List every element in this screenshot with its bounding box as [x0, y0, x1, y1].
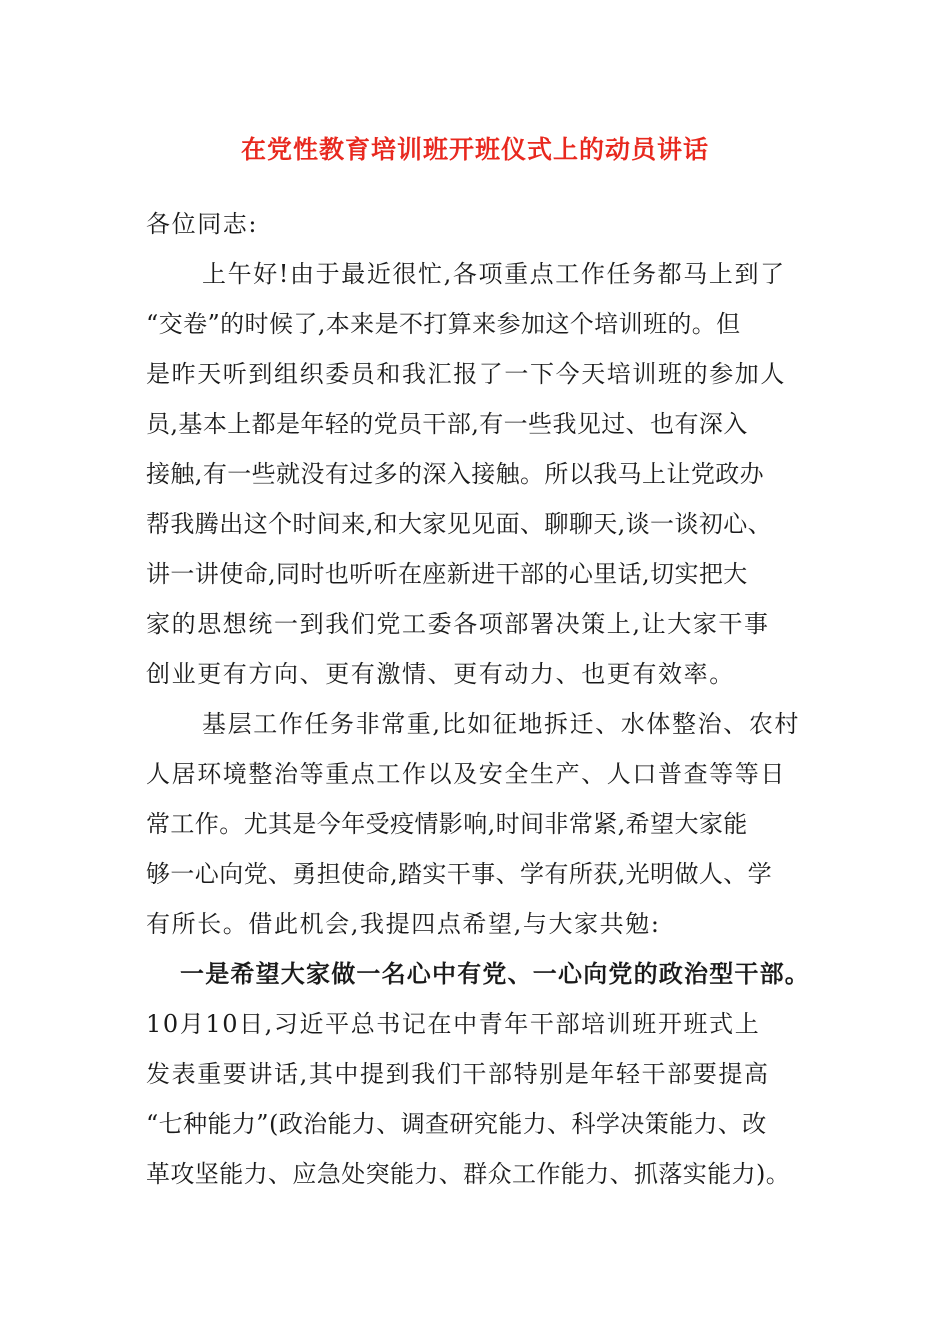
paragraph-line: 发表重要讲话,其中提到我们干部特别是年轻干部要提高 — [146, 1060, 770, 1088]
paragraph-line: 是昨天听到组织委员和我汇报了一下今天培训班的参加人 — [146, 360, 786, 388]
paragraph-line: 基层工作任务非常重,比如征地拆迁、水体整治、农村 — [202, 710, 801, 738]
paragraph-line: 上午好!由于最近很忙,各项重点工作任务都马上到了 — [202, 260, 786, 288]
salutation: 各位同志: — [146, 210, 259, 238]
document-body — [146, 199, 808, 1199]
paragraph-line: 够一心向党、勇担使命,踏实干事、学有所获,光明做人、学 — [146, 860, 773, 888]
paragraph-line: “交卷”的时候了,本来是不打算来参加这个培训班的。但 — [146, 310, 741, 338]
paragraph-line: 有所长。借此机会,我提四点希望,与大家共勉: — [146, 910, 661, 938]
paragraph-line: 10月10日,习近平总书记在中青年干部培训班开班式上 — [146, 1010, 761, 1038]
paragraph-line: 常工作。尤其是今年受疫情影响,时间非常紧,希望大家能 — [146, 810, 748, 838]
paragraph-line: 员,基本上都是年轻的党员干部,有一些我见过、也有深入 — [146, 410, 748, 438]
paragraph-line: 讲一讲使命,同时也听听在座新进干部的心里话,切实把大 — [146, 560, 748, 588]
paragraph-line: 创业更有方向、更有激情、更有动力、也更有效率。 — [146, 660, 735, 688]
paragraph-line: 接触,有一些就没有过多的深入接触。所以我马上让党政办 — [146, 460, 765, 488]
section-heading: 一是希望大家做一名心中有党、一心向党的政治型干部。 — [180, 960, 810, 988]
paragraph-line: 家的思想统一到我们党工委各项部署决策上,让大家干事 — [146, 610, 770, 638]
paragraph-line: 革攻坚能力、应急处突能力、群众工作能力、抓落实能力)。 — [146, 1160, 791, 1188]
document-title: 在党性教育培训班开班仪式上的动员讲话 — [240, 135, 709, 164]
paragraph-line: “七种能力”(政治能力、调查研究能力、科学决策能力、改 — [146, 1110, 767, 1138]
paragraph-line: 帮我腾出这个时间来,和大家见见面、聊聊天,谈一谈初心、 — [146, 510, 773, 538]
paragraph-line: 人居环境整治等重点工作以及安全生产、人口普查等等日 — [146, 760, 786, 788]
